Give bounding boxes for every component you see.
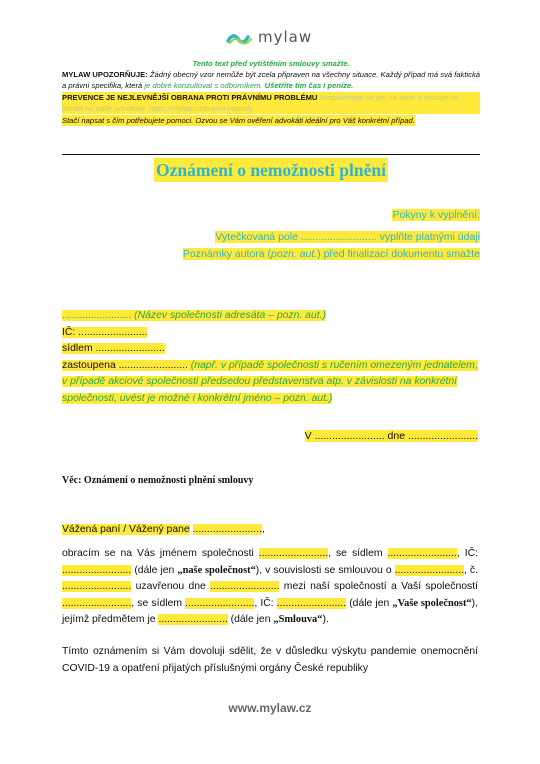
dots: ........................: [407, 430, 478, 442]
warning-paragraph: [62, 69, 480, 91]
warning-text: Žádný obecný vzor nemůže být zcela připraven na všechny situace. Každý případ má svá faktická a právní specifika, která: [62, 70, 480, 90]
author-note: (Název společnosti adresáta – pozn. aut.): [131, 310, 326, 321]
place-label: V: [304, 430, 312, 442]
comma: ,: [261, 524, 265, 535]
place-field[interactable]: [305, 430, 478, 442]
counterparty-ic-field[interactable]: ........................: [276, 597, 347, 609]
prevention-paragraph: [62, 92, 480, 114]
prevention-link[interactable]: Nespoléhejte se jen na sebe a nebojte se obrátit na naše advokáty: https://mylaw.cz/pravni-pripady: [62, 93, 459, 113]
dots: ........................: [314, 430, 385, 442]
notice-line: Tento text před vytištěním smlouvy smažte.: [192, 59, 350, 68]
text: , IČ:: [456, 548, 478, 559]
recipient-seat-field[interactable]: sídlem ........................: [62, 343, 165, 354]
instructions-line-2: [183, 248, 480, 260]
title-wrapper: [62, 160, 480, 181]
address-block: [62, 308, 478, 407]
text: ), jejímž předmětem je: [62, 597, 478, 625]
author-note: (např. v případě společnosti s ručením omezeným jednatelem, v případě akciové společnosti předsedou představenstva atp. v závislosti na konkrétní společnosti, uvést je možné i konkrétní jméno – pozn. aut.): [62, 359, 478, 404]
counterparty-seat-field[interactable]: ........................: [185, 597, 255, 609]
instructions-heading: Pokyny k vyplnění:: [392, 209, 480, 221]
instructions-line-1: Vytečkovaná pole .......................... vyplňte platnými údaji: [215, 231, 480, 243]
text: obracím se na Vás jménem společnosti: [62, 548, 259, 559]
defined-term: „Vaše společnost“: [392, 597, 472, 609]
text: ).: [322, 614, 329, 625]
company-ic-field[interactable]: ........................: [62, 564, 132, 576]
instructions-italic: pozn. aut.: [271, 248, 318, 260]
salutation-text: Vážená paní / Vážený pane: [62, 524, 190, 535]
company-name-field[interactable]: ........................: [258, 548, 329, 559]
paragraph-2: Tímto oznámením si Vám dovoluji sdělit, že v důsledku výskytu pandemie onemocnění COVID-19 a opatření přijatých příslušnými orgány České republiky: [62, 646, 478, 674]
contact-line: Stačí napsat s čím potřebujete pomoci. Ozvou se Vám ověření advokáti ideální pro Váš konkrétní případ.: [62, 116, 415, 125]
text: mezi naší společností a Vaší společností: [279, 581, 478, 592]
text: , se sídlem: [131, 597, 186, 609]
defined-term: „naše společnost“: [177, 564, 256, 576]
document-title: Oznámení o nemožnosti plnění: [156, 160, 386, 180]
removal-notice: [62, 58, 480, 126]
contract-date-field[interactable]: ........................: [210, 581, 280, 592]
representative-label: zastoupena ........................: [62, 359, 188, 371]
warning-green: je dobré konzultovat s odborníkem.: [144, 81, 263, 90]
dots: ........................: [62, 310, 132, 321]
company-seat-field[interactable]: ........................: [387, 548, 457, 559]
defined-term: „Smlouva“: [273, 614, 323, 625]
brand-name: mylaw: [258, 28, 313, 46]
date-label: dne: [387, 430, 406, 442]
contract-type-field[interactable]: ........................: [394, 564, 464, 576]
text: ), v souvislosti se smlouvou o: [255, 564, 395, 576]
warning-bold: Ušetříte tím čas i peníze.: [262, 81, 354, 90]
recipient-representative-field[interactable]: [62, 360, 478, 404]
footer-url[interactable]: www.mylaw.cz: [228, 701, 312, 715]
contract-subject-field[interactable]: ........................: [158, 614, 228, 625]
recipient-ic-field[interactable]: IČ: ........................: [62, 326, 148, 338]
salutation-name-field[interactable]: ........................: [192, 524, 262, 535]
recipient-name-field[interactable]: [62, 310, 326, 321]
salutation: [62, 522, 478, 539]
text: , IČ:: [254, 597, 277, 609]
warning-label: MYLAW UPOZORŇUJE:: [62, 70, 148, 79]
instructions-text-end: ) před finalizací dokumentu smažte: [317, 248, 480, 260]
instructions-text: Poznámky autora (: [182, 248, 272, 260]
mylaw-logo-icon: [225, 28, 255, 50]
place-date: [305, 430, 478, 442]
text: (dále jen: [131, 564, 178, 576]
counterparty-name-field[interactable]: ........................: [62, 597, 132, 609]
text: , č.: [463, 564, 478, 576]
prevention-label: PREVENCE JE NEJLEVNĚJŠÍ OBRANA PROTI PRÁVNÍMU PROBLÉMU: [62, 93, 318, 102]
text: , se sídlem: [328, 548, 388, 559]
divider: [62, 154, 480, 155]
subject-line: Věc: Oznámení o nemožnosti plnění smlouvy: [62, 475, 254, 486]
text: (dále jen: [346, 597, 393, 609]
text: uzavřenou dne: [131, 581, 211, 592]
paragraph-1: [62, 546, 478, 629]
contract-number-field[interactable]: ........................: [62, 581, 132, 592]
text: (dále jen: [227, 614, 274, 625]
